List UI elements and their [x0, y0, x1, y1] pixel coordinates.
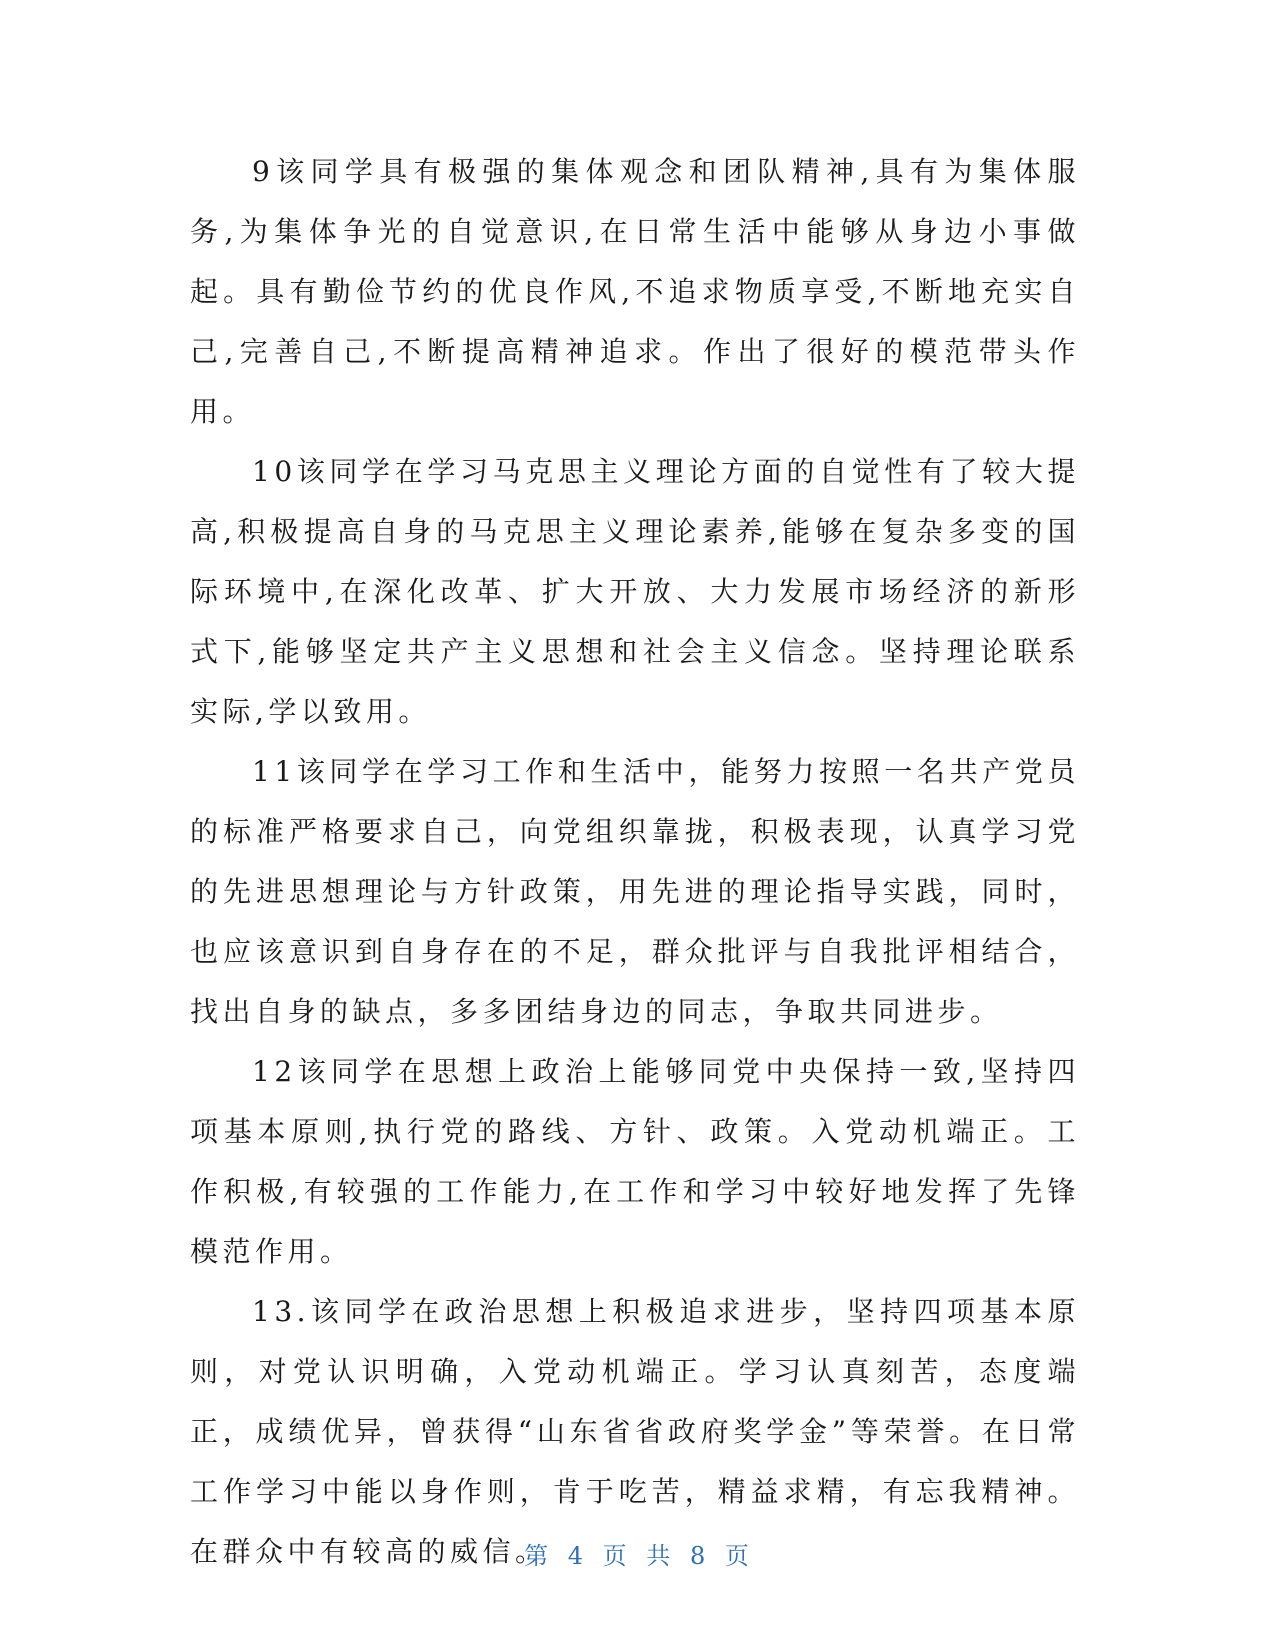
paragraph-9: 9该同学具有极强的集体观念和团队精神,具有为集体服务,为集体争光的自觉意识,在日常生活中能够从身边小事做起。具有勤俭节约的优良作风,不追求物质享受,不断地充实自己,完善自己,不断提高精神追求。作出了很好的模范带头作用。	[190, 155, 1080, 428]
paragraph-13: 13.该同学在政治思想上积极追求进步，坚持四项基本原则，对党认识明确，入党动机端正。学习认真刻苦，态度端正，成绩优异，曾获得“山东省省政府奖学金”等荣誉。在日常工作学习中能以身作则，肯于吃苦，精益求精，有忘我精神。在群众中有较高的威信。	[190, 1295, 1080, 1568]
paragraph-12: 12该同学在思想上政治上能够同党中央保持一致,坚持四项基本原则,执行党的路线、方针、政策。入党动机端正。工作积极,有较强的工作能力,在工作和学习中较好地发挥了先锋模范作用。	[190, 1055, 1080, 1268]
document-body	[190, 142, 1080, 1582]
paragraph-11: 11该同学在学习工作和生活中，能努力按照一名共产党员的标准严格要求自己，向党组织靠拢，积极表现，认真学习党的先进思想理论与方针政策，用先进的理论指导实践，同时，也应该意识到自身存在的不足，群众批评与自我批评相结合，找出自身的缺点，多多团结身边的同志，争取共同进步。	[190, 755, 1080, 1028]
page-number-footer: 第 4 页 共 8 页	[524, 1542, 751, 1570]
paragraph-10: 10该同学在学习马克思主义理论方面的自觉性有了较大提高,积极提高自身的马克思主义理论素养,能够在复杂多变的国际环境中,在深化改革、扩大开放、大力发展市场经济的新形式下,能够坚定共产主义思想和社会主义信念。坚持理论联系实际,学以致用。	[190, 455, 1080, 728]
